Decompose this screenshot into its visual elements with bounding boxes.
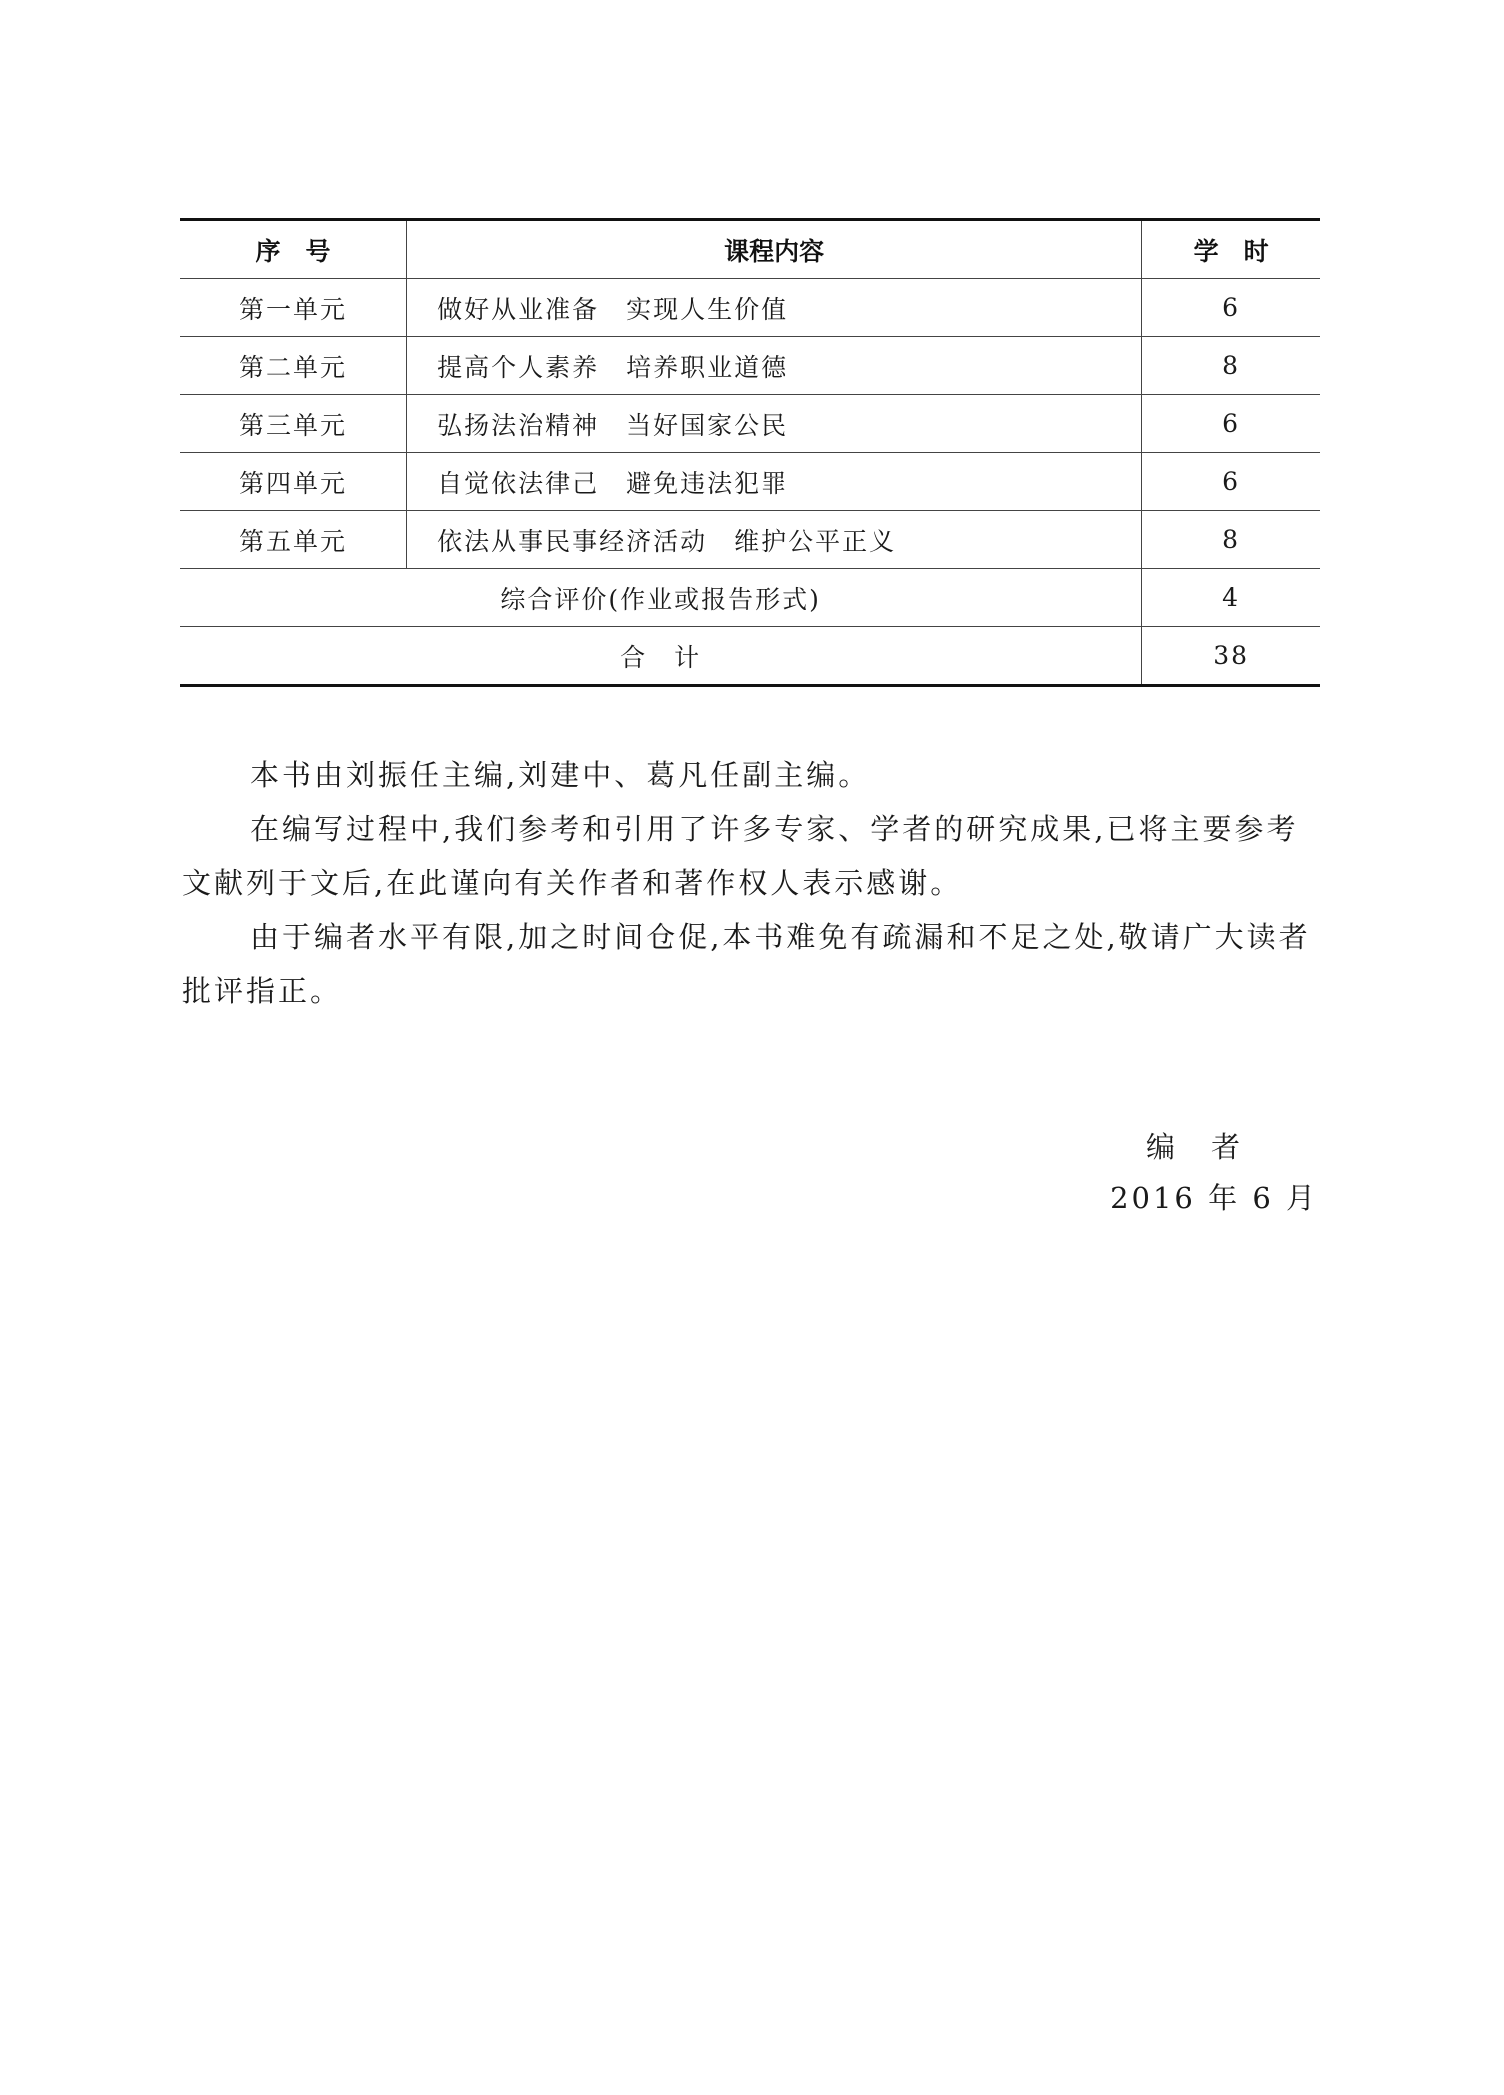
row-content: 做好从业准备 实现人生价值	[407, 279, 1142, 337]
signature-date: 2016 年 6 月	[1110, 1181, 1318, 1215]
signature-name: 编者	[1145, 1130, 1276, 1164]
row-content: 提高个人素养 培养职业道德	[407, 337, 1142, 395]
evaluation-hours: 4	[1142, 569, 1320, 627]
total-label: 合 计	[180, 627, 1142, 686]
signature-block	[1110, 1122, 1318, 1224]
row-hours: 8	[1142, 511, 1320, 569]
evaluation-row	[180, 569, 1320, 627]
table-row	[180, 337, 1320, 395]
row-hours: 6	[1142, 279, 1320, 337]
course-hours-table	[180, 218, 1320, 687]
row-unit: 第一单元	[180, 279, 407, 337]
row-content: 自觉依法律己 避免违法犯罪	[407, 453, 1142, 511]
table-header-row	[180, 220, 1320, 279]
paragraph-editors: 本书由刘振任主编,刘建中、葛凡任副主编。	[250, 758, 871, 792]
paragraph-apology: 由于编者水平有限,加之时间仓促,本书难免有疏漏和不足之处,敬请广大读者批评指正。	[182, 920, 1311, 1008]
preface-body	[182, 748, 1322, 1018]
row-hours: 8	[1142, 337, 1320, 395]
table-row	[180, 279, 1320, 337]
row-content: 弘扬法治精神 当好国家公民	[407, 395, 1142, 453]
table-row	[180, 453, 1320, 511]
header-content: 课程内容	[407, 220, 1142, 279]
row-unit: 第五单元	[180, 511, 407, 569]
row-content: 依法从事民事经济活动 维护公平正义	[407, 511, 1142, 569]
row-hours: 6	[1142, 453, 1320, 511]
row-hours: 6	[1142, 395, 1320, 453]
total-hours: 38	[1142, 627, 1320, 686]
paragraph-acknowledgement: 在编写过程中,我们参考和引用了许多专家、学者的研究成果,已将主要参考文献列于文后,在此谨向有关作者和著作权人表示感谢。	[182, 812, 1299, 900]
row-unit: 第四单元	[180, 453, 407, 511]
row-unit: 第三单元	[180, 395, 407, 453]
evaluation-label: 综合评价(作业或报告形式)	[180, 569, 1142, 627]
table-row	[180, 395, 1320, 453]
table-row	[180, 511, 1320, 569]
header-unit: 序 号	[180, 220, 407, 279]
header-hours: 学 时	[1142, 220, 1320, 279]
total-row	[180, 627, 1320, 686]
row-unit: 第二单元	[180, 337, 407, 395]
